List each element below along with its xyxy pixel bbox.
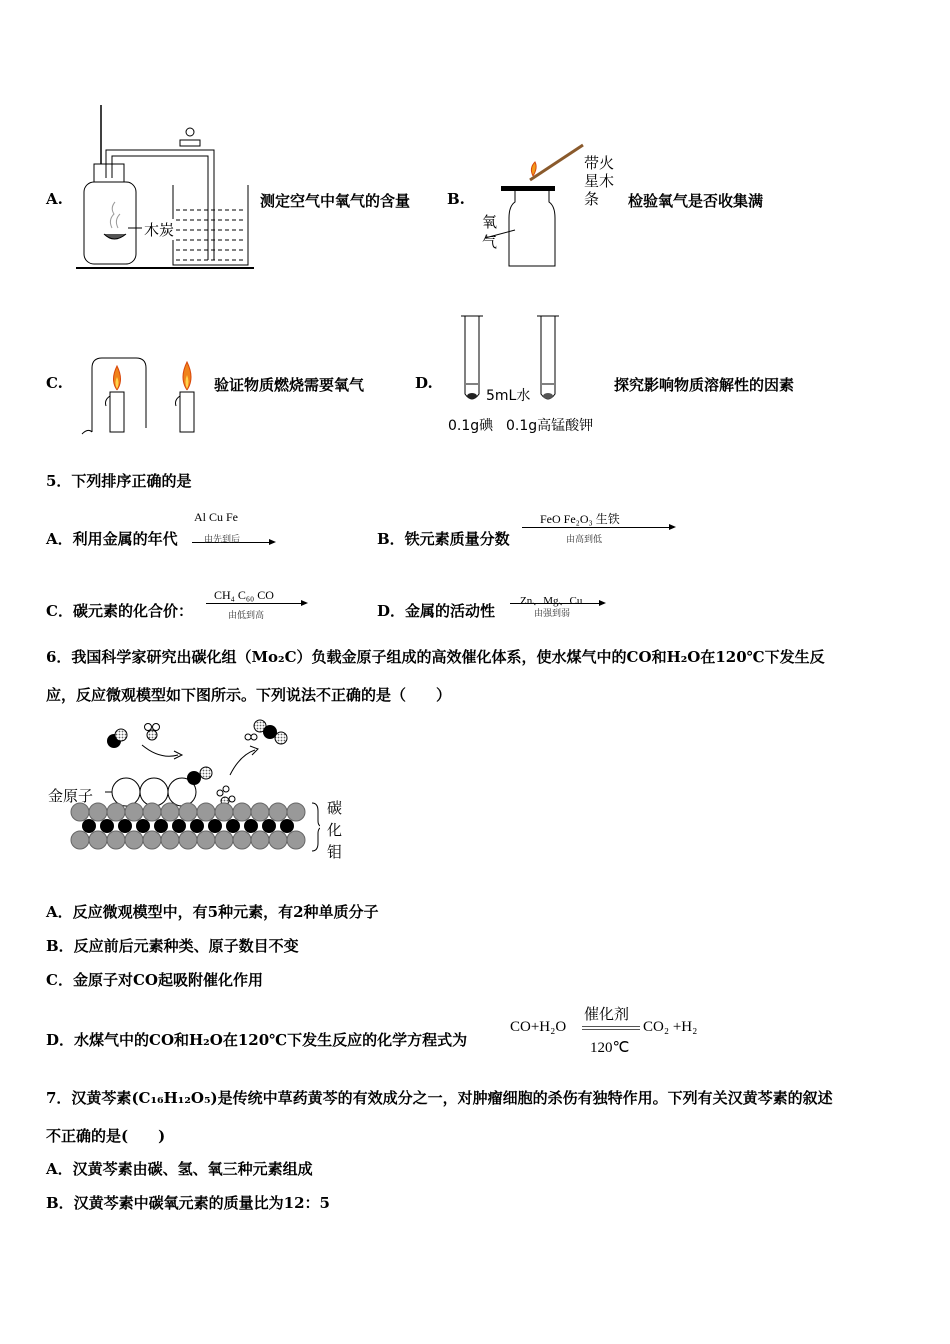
q5-b-over-text: FeO Fe₂O₃ 生铁 [540, 512, 620, 526]
q5-option-b: B．铁元素质量分数 [377, 530, 510, 548]
q5-b-arrow [522, 527, 674, 528]
label-mo2c-char: 碳 [327, 799, 343, 817]
q5-d-under-text: 由强到弱 [534, 609, 571, 619]
q6-option-b: B．反应前后元素种类、原子数目不变 [46, 937, 299, 955]
q5-c-arrow [206, 603, 306, 604]
diagram-candle-combustion [80, 352, 205, 436]
q5-a-under-text: 由先到后 [204, 535, 241, 545]
question-6-line-1: 6．我国科学家研究出碳化组（Mo₂C）负载金原子组成的高效催化体系，使水煤气中的CO和H₂O在120℃下发生反 [46, 648, 825, 666]
equation-left: CO+H₂O [510, 1019, 567, 1035]
q5-option-c: C．碳元素的化合价： [46, 602, 193, 620]
label-charcoal: 木炭 [144, 221, 175, 239]
question-5-title: 5．下列排序正确的是 [46, 472, 192, 490]
label-stick-line: 星木 [584, 172, 615, 190]
option-c-text: 验证物质燃烧需要氧气 [214, 376, 365, 394]
q5-b-under-text: 由高到低 [566, 535, 603, 545]
q5-a-over-text: Al Cu Fe [194, 510, 239, 524]
option-b-text: 检验氧气是否收集满 [628, 192, 764, 210]
q5-d-arrow [510, 603, 604, 604]
q7-option-a: A．汉黄芩素由碳、氢、氧三种元素组成 [46, 1160, 313, 1178]
diagram-oxygen-content-apparatus [76, 100, 261, 272]
option-d-text: 探究影响物质溶解性的因素 [614, 376, 795, 394]
label-stick-line: 条 [584, 190, 600, 208]
label-mo2c-char: 化 [327, 821, 343, 839]
option-d-letter: D. [415, 374, 433, 392]
q6-option-d: D．水煤气中的CO和H₂O在120℃下发生反应的化学方程式为 [46, 1031, 468, 1049]
equation-equals-sign [582, 1026, 640, 1030]
q6-option-c: C．金原子对CO起吸附催化作用 [46, 971, 263, 989]
equation-right: CO₂ +H₂ [643, 1019, 698, 1035]
option-b-letter: B. [447, 190, 465, 208]
label-gold-atom: 金原子 [48, 787, 94, 805]
option-a-text: 测定空气中氧气的含量 [260, 192, 411, 210]
q5-d-over-text: Zn、Mg、Cu [520, 595, 583, 607]
label-iodine: 0.1g碘 [448, 418, 494, 434]
question-6-line-2: 应，反应微观模型如下图所示。下列说法不正确的是（ ） [46, 686, 452, 704]
q5-c-over-text: CH₄ C₆₀ CO [214, 588, 274, 602]
label-gas-line: 氧 [482, 213, 498, 231]
q6-option-a: A．反应微观模型中，有5种元素，有2种单质分子 [46, 903, 379, 921]
equation-temperature: 120℃ [590, 1040, 630, 1056]
label-gas-line: 气 [482, 233, 498, 251]
q5-c-under-text: 由低到高 [228, 611, 265, 621]
question-7-line-1: 7．汉黄芩素(C₁₆H₁₂O₅)是传统中草药黄芩的有效成分之一，对肿瘤细胞的杀伤有独特作用。下列有关汉黄芩素的叙述 [46, 1089, 833, 1107]
label-mo2c-char: 钼 [327, 843, 343, 861]
label-5ml-water: 5mL水 [486, 388, 531, 404]
q5-option-a: A．利用金属的年代 [46, 530, 178, 548]
option-a-letter: A. [46, 190, 63, 208]
label-glowing-stick [584, 154, 614, 208]
q7-option-b: B．汉黄芩素中碳氧元素的质量比为12：5 [46, 1194, 330, 1212]
label-potassium-permanganate: 0.1g高锰酸钾 [506, 418, 594, 434]
option-c-letter: C. [46, 374, 63, 392]
label-molybdenum-carbide [327, 797, 342, 863]
equation-catalyst: 催化剂 [584, 1005, 630, 1023]
q5-option-d: D．金属的活动性 [377, 602, 496, 620]
diagram-reaction-micro-model [70, 715, 320, 855]
label-oxygen [482, 212, 497, 252]
label-stick-line: 带火 [584, 154, 615, 172]
question-7-line-2: 不正确的是( ) [46, 1127, 166, 1145]
